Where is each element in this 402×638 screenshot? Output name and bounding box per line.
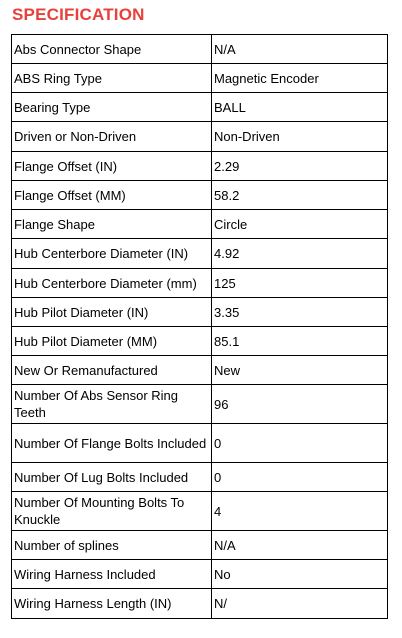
table-row xyxy=(12,560,388,589)
page-title: SPECIFICATION xyxy=(12,5,145,24)
spec-value: Magnetic Encoder xyxy=(212,64,388,93)
spec-value: Non-Driven xyxy=(212,122,388,152)
spec-value: 4.92 xyxy=(212,239,388,269)
spec-value: N/A xyxy=(212,531,388,560)
spec-label: Number of splines xyxy=(12,531,212,560)
spec-label: New Or Remanufactured xyxy=(12,356,212,385)
spec-label: Flange Offset (MM) xyxy=(12,181,212,210)
spec-label: Hub Centerbore Diameter (IN) xyxy=(12,239,212,269)
table-row xyxy=(12,181,388,210)
table-row xyxy=(12,239,388,269)
spec-value: 96 xyxy=(212,385,388,424)
spec-label: Flange Offset (IN) xyxy=(12,152,212,181)
spec-value: N/ xyxy=(212,589,388,619)
spec-value: 4 xyxy=(212,492,388,531)
table-row xyxy=(12,298,388,327)
spec-label: Abs Connector Shape xyxy=(12,35,212,64)
specification-table-body xyxy=(12,35,388,619)
spec-value: BALL xyxy=(212,93,388,122)
table-row xyxy=(12,531,388,560)
spec-label: Number Of Abs Sensor Ring Teeth xyxy=(12,385,212,424)
table-row xyxy=(12,122,388,152)
table-row xyxy=(12,210,388,239)
spec-label: Number Of Flange Bolts Included xyxy=(12,424,212,463)
table-row xyxy=(12,424,388,463)
spec-label: Driven or Non-Driven xyxy=(12,122,212,152)
spec-label: Wiring Harness Included xyxy=(12,560,212,589)
spec-label: Wiring Harness Length (IN) xyxy=(12,589,212,619)
spec-label: Hub Pilot Diameter (MM) xyxy=(12,327,212,356)
table-row xyxy=(12,589,388,619)
spec-value: 0 xyxy=(212,424,388,463)
table-row xyxy=(12,35,388,64)
spec-label: Hub Pilot Diameter (IN) xyxy=(12,298,212,327)
spec-label: Number Of Lug Bolts Included xyxy=(12,463,212,492)
spec-label: Number Of Mounting Bolts To Knuckle xyxy=(12,492,212,531)
spec-label: Hub Centerbore Diameter (mm) xyxy=(12,269,212,298)
spec-value: New xyxy=(212,356,388,385)
table-row xyxy=(12,152,388,181)
spec-value: Circle xyxy=(212,210,388,239)
spec-value: 125 xyxy=(212,269,388,298)
table-row xyxy=(12,64,388,93)
table-row xyxy=(12,93,388,122)
table-row xyxy=(12,356,388,385)
specification-table xyxy=(11,34,388,619)
spec-value: 0 xyxy=(212,463,388,492)
spec-value: 85.1 xyxy=(212,327,388,356)
spec-value: N/A xyxy=(212,35,388,64)
table-row xyxy=(12,463,388,492)
spec-label: Flange Shape xyxy=(12,210,212,239)
table-row xyxy=(12,269,388,298)
spec-value: 2.29 xyxy=(212,152,388,181)
spec-value: 58.2 xyxy=(212,181,388,210)
table-row xyxy=(12,385,388,424)
table-row xyxy=(12,327,388,356)
spec-value: 3.35 xyxy=(212,298,388,327)
table-row xyxy=(12,492,388,531)
spec-value: No xyxy=(212,560,388,589)
spec-label: Bearing Type xyxy=(12,93,212,122)
spec-label: ABS Ring Type xyxy=(12,64,212,93)
